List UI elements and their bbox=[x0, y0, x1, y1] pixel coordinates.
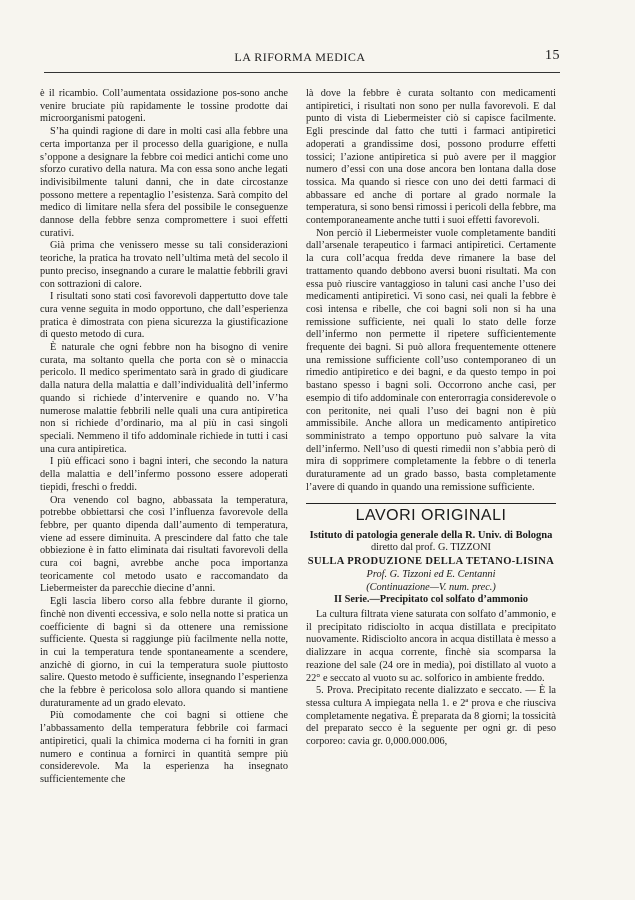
paragraph: Non perciò il Liebermeister vuole completamente banditi dall’arsenale terapeutico i farmaci antipiretici. Certamente la cura coll’acqua fredda deve rimanere la base del trattamento quando debbono aversi buoni risultati. Ma con essa può riuscire vantaggioso in taluni casi anche l’uso dei medicamenti antipiretici. Vi sono casi, nei quali la febbre è così intensa e ribelle, che coi bagni soli non si ha una remissione sufficiente, nei quali lo stato delle forze dell’infermo non permette il ripetere sufficientemente frequente dei bagni. Si può allora frequentemente ottenere una remissione sufficiente coll’uso contemporaneo di un rimedio antipiretico e dei bagni, e da questo tempo in poi bastano spesso i bagni soli. Occorrono anche casi, per esempio di tifo addominale con enterorragia considerevole o con peritonite, nei quali l’uso dei bagni non è più ammissibile. Anche allora un medicamento antipiretico somministrato a tempo opportuno può salvare la vita dell’infermo. Nell’uso di questi rimedii non s’abbia però di mira di sopprimere completamente la febbre o di tenerla duraturamente ad un grado basso, basta completamente l’avere di quando in quando una remissione sufficiente. bbox=[306, 227, 556, 493]
director-line: diretto dal prof. G. TIZZONI bbox=[371, 541, 491, 553]
paragraph: è il ricambio. Coll’aumentata ossidazione pos-sono anche venire bruciate più rapidamente le tossine prodotte dai microorganismi patogeni. bbox=[40, 88, 288, 125]
paragraph: 5. Prova. Precipitato recente dializzato e seccato. — È la stessa cultura A impiegata nella 1. e 2ª prova e che riusciva completamente negativa. È preparata da 8 giorni; la tossicità del preparato secco è la seguente per ogni gr. di peso corporeo: cavia gr. 0,000.000.006, bbox=[306, 685, 556, 748]
paragraph: là dove la febbre è curata soltanto con medicamenti antipiretici, i risultati non sono per nulla favorevoli. E dal punto di vista di Liebermeister ciò si capisce facilmente. Egli prescinde dal fatto che tutti i farmaci antipiretici adoperati a grandissime dosi, possono produrre effetti tossici; l’azione antipiretica si può avere per il maggior numero d’essi con una dose ancora ben lontana dalla dose tossica. Ma quando si riesce con uno dei detti farmaci di abbassare ed anche di portare al grado normale la temperatura, si sono bensì rimossi i pericoli della febbre, ma contemporaneamente anche tutti i suoi effetti favorevoli. bbox=[306, 88, 556, 227]
right-column bbox=[306, 88, 556, 749]
paragraph: È naturale che ogni febbre non ha bisogno di venire curata, ma soltanto quella che porta con sè o minaccia pericolo. Il medico sperimentato sarà in grado di giudicare dalla natura della malattia e dall’individualità dell’infermo quando si richiede d’intervenire e quando no. V’ha numerose malattie febbrili nelle quali una cura antipiretica non si richiede d’ordinario, ma al più in casi singoli speciali. Nemmeno il tifo addominale richiede in tutti i casi una cura antipiretica. bbox=[40, 342, 288, 455]
paragraph: Più comodamente che coi bagni si ottiene che l’abbassamento della temperatura febbrile coi farmaci antipiretici, quali la chimica moderna ci ha forniti in gran numero e continua a fornirci in quantità sempre più considerevole. Ma la esperienza ha insegnato sufficientemente che bbox=[40, 710, 288, 785]
series-heading: II Serie.—Precipitato col solfato d’ammonio bbox=[334, 594, 528, 606]
left-column bbox=[40, 88, 288, 787]
paragraph: I risultati sono stati così favorevoli dappertutto dove tale cura venne seguita in modo opportuno, che dall’esperienza pratica è dimostrata con piena sicurezza la giustificazione di questo metodo di cura. bbox=[40, 291, 288, 341]
institute-line: Istituto di patologia generale della R. Univ. di Bologna bbox=[309, 529, 553, 541]
authors-line: Prof. G. Tizzoni ed E. Centanni bbox=[366, 568, 496, 580]
page-number: 15 bbox=[545, 48, 560, 63]
paragraph: Ora venendo col bagno, abbassata la temperatura, potrebbe obbiettarsi che così l’influenza favorevole della febbre, per quanto dipenda dall’aumento di temperatura, viene ad essere diminuita. A prescindere dal fatto che tale obbiezione è in fatto eliminata dai risultati favorevoli della cura coi bagni, avrebbe anche poca importanza teoricamente col metodo usato e raccomandato da Liebermeister da parecchie diecine d’anni. bbox=[40, 494, 288, 595]
paragraph: I più efficaci sono i bagni interi, che secondo la natura della malattia e dell’infermo possono essere adoperati tiepidi, freschi o freddi. bbox=[40, 456, 288, 493]
section-rule bbox=[306, 503, 556, 504]
continuation-line: (Continuazione—V. num. prec.) bbox=[366, 581, 496, 593]
paragraph: Già prima che venissero messe su tali considerazioni teoriche, la pratica ha trovato nell’ultima metà del secolo il punto preciso, insegnando a curare le malattie febbrili gravi con sottrazioni di calore. bbox=[40, 240, 288, 290]
page-header bbox=[40, 48, 560, 68]
header-rule bbox=[44, 72, 560, 73]
section-title: LAVORI ORIGINALI bbox=[355, 506, 507, 524]
paragraph: La cultura filtrata viene saturata con solfato d’ammonio, e il precipitato ridisciolto in acqua distillata e precipitato nuovamente. Ridisciolto ancora in acqua distillata è messo a dializzare in acqua corrente, finchè sia scomparsa la reazione del sale (24 ore in media), poi distillato al vuoto a 22° e seccato al vuoto su ac. solforico in ambiente freddo. bbox=[306, 609, 556, 684]
paragraph: S’ha quindi ragione di dare in molti casi alla febbre una certa importanza per il processo della guarigione, e nulla s’oppone a designare la febbre coi medici antichi come uno sforzo curativo della natura. Ma con essa sono anche legati indivisibilmente taluni danni, che in date circostanze possono mettere a repentaglio l’esistenza. Sarà compito del medico di limitare nella sfera del possibile le conseguenze dannose della febbre senza compromettere i suoi effetti curativi. bbox=[40, 126, 288, 239]
running-title: LA RIFORMA MEDICA bbox=[234, 50, 366, 64]
article-title: SULLA PRODUZIONE DELLA TETANO-LISINA bbox=[307, 556, 555, 568]
paragraph: Egli lascia libero corso alla febbre durante il giorno, finchè non diventi eccessiva, e solo nella notte si pratica un coefficiente di bagni sì da ottenere una remissione sufficiente. Questa si raggiunge più facilmente nella notte, in cui la temperatura tende spontaneamente a scendere, anzichè di giorno, in cui la temperatura suole piuttosto salire. Questo metodo è sufficiente, insegnando l’esperienza che la febbre è pericolosa solo allora quando si mantiene duraturamente ad un grado elevato. bbox=[40, 596, 288, 709]
